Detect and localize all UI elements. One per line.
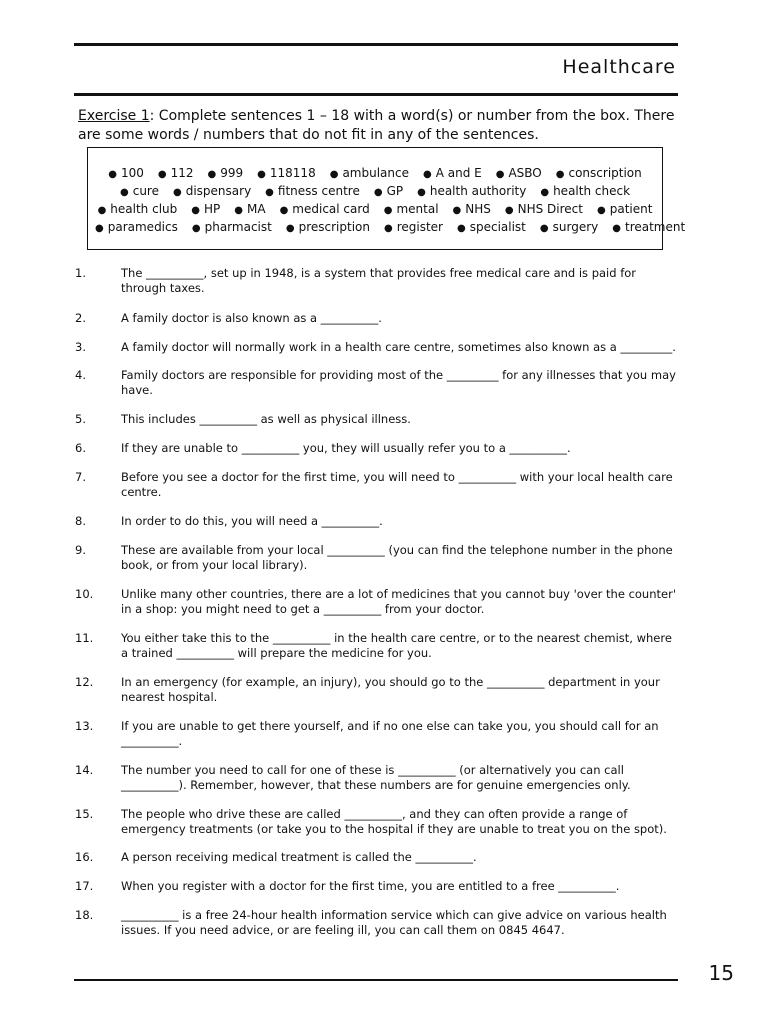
bullet-icon: ● [495, 169, 505, 180]
word-box-word: 112 [170, 166, 194, 180]
word-box-item [556, 165, 642, 183]
bullet-icon: ● [597, 205, 606, 216]
question-number: 14. [75, 763, 94, 777]
bullet-icon: ● [329, 169, 339, 180]
bullet-icon: ● [207, 169, 217, 180]
question-text: The __________, set up in 1948, is a system that provides free medical care and is paid for through taxes. [121, 266, 637, 295]
question-number: 8. [75, 514, 86, 528]
word-box-word: mental [396, 202, 439, 216]
word-box-item [384, 219, 443, 237]
question-number: 3. [75, 340, 86, 354]
question-number: 17. [75, 879, 94, 893]
word-box-item [505, 201, 583, 219]
word-box-word: 118118 [269, 166, 316, 180]
word-box-word: cure [132, 184, 159, 198]
question-text: Family doctors are responsible for providing most of the _________ for any illnesses that you may have. [121, 368, 676, 397]
question-text: Before you see a doctor for the first time, you will need to __________ with your local health care centre. [121, 470, 673, 499]
header-bottom-rule [74, 93, 678, 96]
bullet-icon: ● [234, 205, 243, 216]
bullet-icon: ● [191, 223, 201, 234]
bullet-icon: ● [119, 187, 129, 198]
bullet-icon: ● [108, 169, 117, 180]
word-box-item [496, 165, 542, 183]
exercise-instructions [78, 107, 678, 145]
word-box-word: NHS [465, 202, 491, 216]
question-text: These are available from your local __________ (you can find the telephone number in the phone book, or from your local library). [121, 543, 673, 572]
word-box-item [208, 165, 244, 183]
word-box-word: A and E [435, 166, 482, 180]
bullet-icon: ● [612, 223, 621, 234]
bullet-icon: ● [285, 223, 295, 234]
question-text: If you are unable to get there yourself, and if no one else can take you, you should call for an __________. [121, 719, 659, 748]
bullet-icon: ● [555, 169, 565, 180]
question-number: 4. [75, 368, 86, 382]
question-text: When you register with a doctor for the first time, you are entitled to a free __________. [121, 879, 620, 893]
question-number: 12. [75, 675, 94, 689]
question-number: 15. [75, 807, 94, 821]
word-box-word: ambulance [342, 166, 409, 180]
word-box-item [423, 165, 482, 183]
word-box-item [257, 165, 316, 183]
question-text: In an emergency (for example, an injury), you should go to the __________ department in your nearest hospital. [121, 675, 660, 704]
section-title: Healthcare [562, 56, 676, 78]
word-box-item [417, 183, 526, 201]
word-box-word: prescription [298, 220, 370, 234]
word-box-word: medical card [292, 202, 370, 216]
word-box-item [98, 201, 178, 219]
question-number: 10. [75, 587, 94, 601]
word-box-word: ASBO [508, 166, 542, 180]
word-box-item [612, 219, 685, 237]
word-box-word: GP [386, 184, 404, 198]
word-box-row [88, 219, 686, 237]
word-box-word: specialist [469, 220, 526, 234]
question-text: In order to do this, you will need a __________. [121, 514, 383, 528]
bullet-icon: ● [265, 187, 274, 198]
word-box-item [192, 219, 272, 237]
question-number: 13. [75, 719, 94, 733]
word-box-item [540, 219, 598, 237]
question-number: 6. [75, 441, 86, 455]
question-number: 7. [75, 470, 86, 484]
question-number: 11. [75, 631, 94, 645]
bullet-icon: ● [373, 187, 383, 198]
bullet-icon: ● [422, 169, 432, 180]
word-box-word: health club [110, 202, 178, 216]
word-box [87, 147, 686, 250]
bullet-icon: ● [279, 205, 289, 216]
question-text: A family doctor will normally work in a health care centre, sometimes also known as a _________. [121, 340, 676, 354]
question-text: The people who drive these are called __________, and they can often provide a range of emergency treatments (or take you to the hospital if they are unable to treat you on the spot). [121, 807, 667, 836]
word-box-item [457, 219, 526, 237]
bullet-icon: ● [539, 223, 549, 234]
exercise-label: Exercise 1 [78, 108, 150, 124]
bullet-icon: ● [191, 205, 200, 216]
word-box-item [286, 219, 370, 237]
word-box-word: surgery [552, 220, 599, 234]
word-box-row [88, 165, 662, 183]
word-box-item [384, 201, 439, 219]
question-text: A person receiving medical treatment is called the __________. [121, 850, 477, 864]
word-box-word: dispensary [185, 184, 252, 198]
word-box-item [234, 201, 265, 219]
bullet-icon: ● [95, 223, 104, 234]
question-number: 16. [75, 850, 94, 864]
bullet-icon: ● [417, 187, 426, 198]
word-box-item [374, 183, 403, 201]
word-box-word: patient [609, 202, 653, 216]
bullet-icon: ● [383, 223, 393, 234]
bullet-icon: ● [257, 169, 266, 180]
word-box-word: treatment [624, 220, 686, 234]
word-box-row [88, 183, 662, 201]
header-top-rule [74, 43, 678, 46]
bullet-icon: ● [504, 205, 514, 216]
question-text: The number you need to call for one of these is __________ (or alternatively you can call __________). Remember, however, that these numbers are for genuine emergencies only. [121, 763, 631, 792]
bullet-icon: ● [540, 187, 550, 198]
word-box-item [330, 165, 409, 183]
word-box-word: health authority [429, 184, 527, 198]
question-number: 5. [75, 412, 86, 426]
word-box-word: register [396, 220, 443, 234]
question-number: 9. [75, 543, 86, 557]
question-number: 18. [75, 908, 94, 922]
word-box-word: MA [247, 202, 266, 216]
word-box-item [120, 183, 159, 201]
bullet-icon: ● [456, 223, 466, 234]
footer-rule [74, 979, 678, 981]
word-box-item [95, 219, 178, 237]
exercise-instruction-text: : Complete sentences 1 – 18 with a word(s) or number from the box. There are some words / numbers that do not fit in any of the sentences. [78, 108, 675, 143]
bullet-icon: ● [97, 205, 107, 216]
bullet-icon: ● [172, 187, 182, 198]
page-number: 15 [708, 961, 734, 985]
word-box-item [173, 183, 251, 201]
question-text: A family doctor is also known as a __________. [121, 311, 382, 325]
question-text: This includes __________ as well as physical illness. [121, 412, 411, 426]
bullet-icon: ● [383, 205, 393, 216]
word-box-row [88, 201, 662, 219]
word-box-word: conscription [568, 166, 642, 180]
question-number: 1. [75, 266, 86, 280]
word-box-item [453, 201, 491, 219]
word-box-item [108, 165, 144, 183]
bullet-icon: ● [157, 169, 167, 180]
word-box-word: 100 [120, 166, 144, 180]
word-box-word: HP [204, 202, 221, 216]
word-box-word: fitness centre [277, 184, 360, 198]
word-box-item [280, 201, 370, 219]
word-box-word: paramedics [107, 220, 178, 234]
bullet-icon: ● [452, 205, 462, 216]
word-box-item [597, 201, 652, 219]
word-box-item [540, 183, 630, 201]
question-text: You either take this to the __________ in the health care centre, or to the nearest chemist, where a trained __________ will prepare the medicine for you. [121, 631, 672, 660]
word-box-word: health check [553, 184, 631, 198]
word-box-word: pharmacist [204, 220, 272, 234]
word-box-item [158, 165, 194, 183]
question-text: __________ is a free 24-hour health information service which can give advice on various health issues. If you need advice, or are feeling ill, you can call them on 0845 4647. [121, 908, 667, 937]
word-box-item [191, 201, 220, 219]
question-text: If they are unable to __________ you, they will usually refer you to a __________. [121, 441, 571, 455]
word-box-item [265, 183, 360, 201]
word-box-word: NHS Direct [517, 202, 583, 216]
question-number: 2. [75, 311, 86, 325]
word-box-word: 999 [220, 166, 244, 180]
question-text: Unlike many other countries, there are a lot of medicines that you cannot buy 'over the counter' in a shop: you might need to get a __________ from your doctor. [121, 587, 676, 616]
